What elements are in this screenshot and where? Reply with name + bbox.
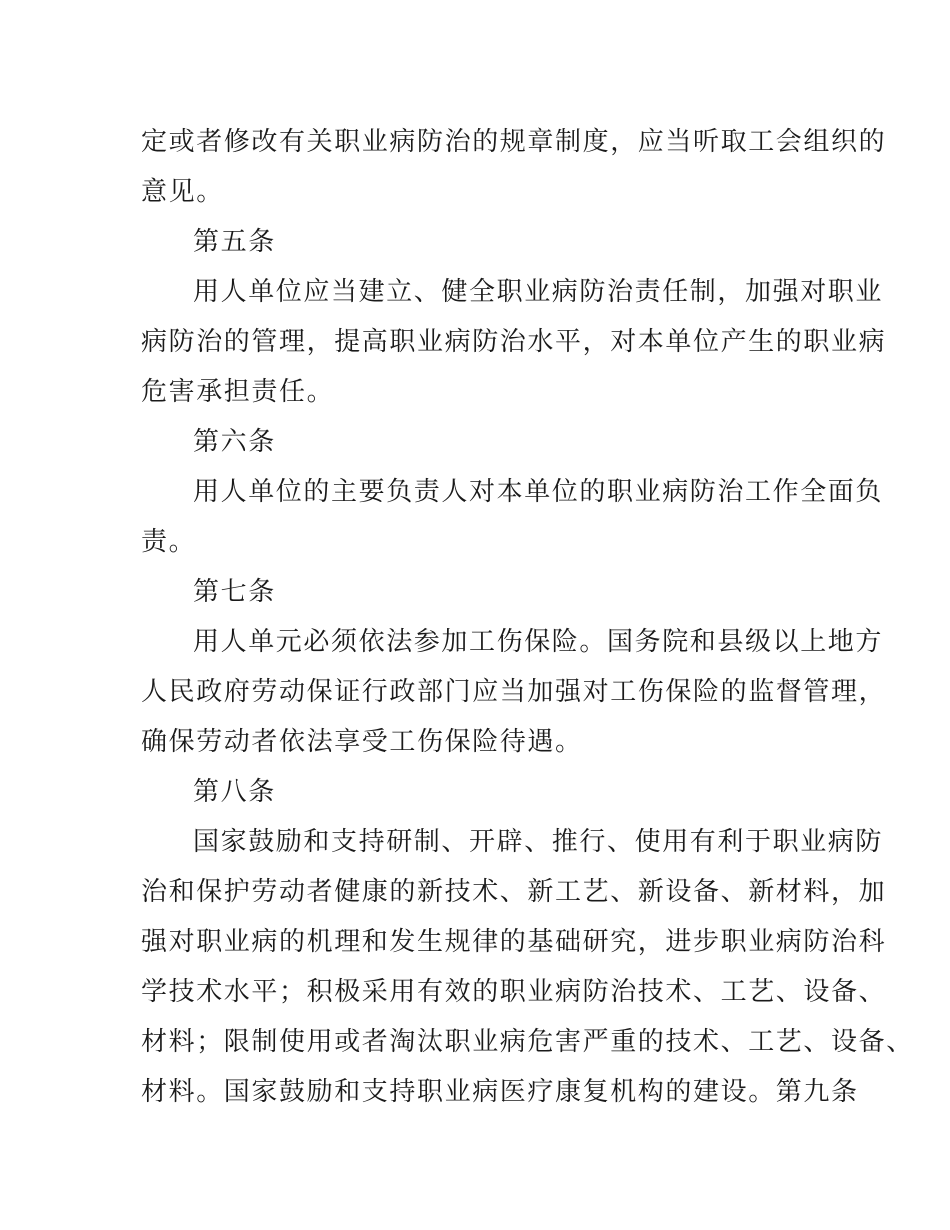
text-line: 责。: [141, 527, 197, 557]
article-heading: 第六条: [193, 427, 276, 457]
document-body: [141, 117, 914, 1117]
text-line: 定或者修改有关职业病防治的规章制度，应当听取工会组织的: [141, 127, 887, 157]
text-line: 国家鼓励和支持研制、开辟、推行、使用有利于职业病防: [193, 827, 884, 857]
text-line: 意见。: [141, 177, 224, 207]
text-line: 材料。国家鼓励和支持职业病医疗康复机构的建设。第九条: [141, 1077, 859, 1107]
text-line: 用人单位的主要负责人对本单位的职业病防治工作全面负: [193, 477, 884, 507]
text-line: 强对职业病的机理和发生规律的基础研究，进步职业病防治科: [141, 927, 887, 957]
text-line: 病防治的管理，提高职业病防治水平，对本单位产生的职业病: [141, 327, 887, 357]
text-line: 材料；限制使用或者淘汰职业病危害严重的技术、工艺、设备、: [141, 1027, 914, 1057]
text-line: 用人单位应当建立、健全职业病防治责任制，加强对职业: [193, 277, 884, 307]
text-line: 人民政府劳动保证行政部门应当加强对工伤保险的监督管理，: [141, 677, 887, 707]
text-line: 用人单元必须依法参加工伤保险。国务院和县级以上地方: [193, 627, 884, 657]
text-line: 治和保护劳动者健康的新技术、新工艺、新设备、新材料，加: [141, 877, 887, 907]
text-line: 学技术水平；积极采用有效的职业病防治技术、工艺、设备、: [141, 977, 887, 1007]
article-heading: 第五条: [193, 227, 276, 257]
article-heading: 第八条: [193, 777, 276, 807]
text-line: 危害承担责任。: [141, 377, 335, 407]
article-heading: 第七条: [193, 577, 276, 607]
text-line: 确保劳动者依法享受工伤保险待遇。: [141, 727, 583, 757]
